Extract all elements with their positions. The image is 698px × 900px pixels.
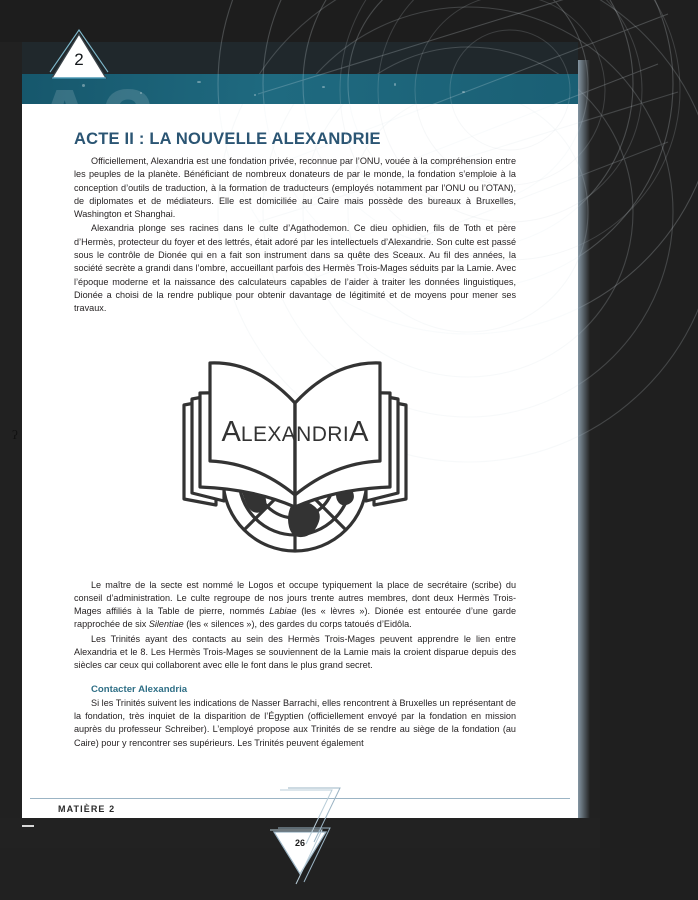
page-number: 26 [294,838,305,848]
logo-initial-a: A [221,415,241,448]
chapter-number: 2 [74,50,84,69]
article-content [74,130,516,751]
margin-stray-glyph: ʔ [12,427,18,442]
p3-part-b: (les « lèvres »). Dionée est entourée d’une garde rapprochée de six [74,606,516,630]
logo-middle: LEXANDRI [240,422,350,446]
term-labiae: Labiae [269,606,297,617]
paragraph-trinites: Les Trinités ayant des contacts au sein des Hermès Trois-Mages peuvent apprendre le lien entre Alexandria et le 8. Les Hermès Trois-Mages se souviennent de la Lamie mais la croient disparue depuis des siècles car ceux qui collaborent avec elle le font dans le plus grand secret. [74,633,516,671]
p3-part-a: Le maître de la secte est nommé le Logos et occupe typiquement la place de secrétaire (scribe) du conseil d’administration. Le culte regroupe de nos jours trente autres membres, dont deux Hermès Trois-Mages affiliés à la Table de pierre, nommés [74,579,516,617]
paragraph-logos [74,579,516,632]
subheading-contacter-alexandria: Contacter Alexandria [91,683,188,695]
alexandria-logo [74,329,516,567]
term-silentiae: Silentiae [148,619,184,630]
inverted-triangle-overlay-icon [278,786,342,848]
paragraph-intro: Officiellement, Alexandria est une fondation privée, reconnue par l’ONU, vouée à la compréhension entre les peuples de la planète. Bénéficiant de nombreux donateurs de par le monde, la fondation s’emploie à la conception d’outils de traduction, à la formation de traducteurs (employés notamment par l’ONU ou l’OTAN), de diplomates et de médiateurs. Elle est domiciliée au Caire mais possède des bureaux à Bruxelles, Washington et Shanghai. [74,156,516,220]
paragraph-contact: Si les Trinités suivent les indications de Nasser Barrachi, elles rencontrent à Bruxelles un représentant de la fondation, très inquiet de la disparition de l’Égyptien (officiellement envoyé par la fondation en mission auprès du professeur Schreiber). L’employé propose aux Trinités de se rendre au siège de la fondation (au Caire) pour y rencontrer ses supérieurs. Les Trinités peuvent également [74,697,516,748]
sheet-drop-shadow [578,60,590,835]
watermark-text: A2 [30,70,157,177]
bottom-tick-mark [22,825,34,827]
p3-part-c: (les « silences »), des gardes du corps tatoués d’Eidôla. [183,619,412,630]
paragraph-origins: Alexandria plonge ses racines dans le culte d’Agathodemon. Ce dieu ophidien, fils de Toth et père d’Hermès, protecteur du foyer et des lettrés, était adoré par les intellectuels d’Alexandrie. Son culte est passé sous le contrôle de Dionée qui en a fait son instrument dans sa quête des Sceaux. Au fil des années, la société secrète a grandi dans l’ombre, accueillant parfois des Hermès Trois-Mages séduits par la Lamie. Avec l’époque moderne et la naissance des calculateurs capables de l’aider à traiter les données linguistiques, Dionée a choisi de la rendre publique pour obtenir davantage de légitimité et de moyens pour mener ses travaux. [74,223,516,314]
footer-matter-label: MATIÈRE 2 [58,804,116,814]
chapter-number-badge [48,28,110,86]
page-title: ACTE II : LA NOUVELLE ALEXANDRIE [74,130,381,148]
alexandria-logo-icon [170,329,420,567]
document-sheet [22,42,578,848]
logo-final-a: A [349,415,369,448]
page-number-badge-overlay [278,786,342,848]
